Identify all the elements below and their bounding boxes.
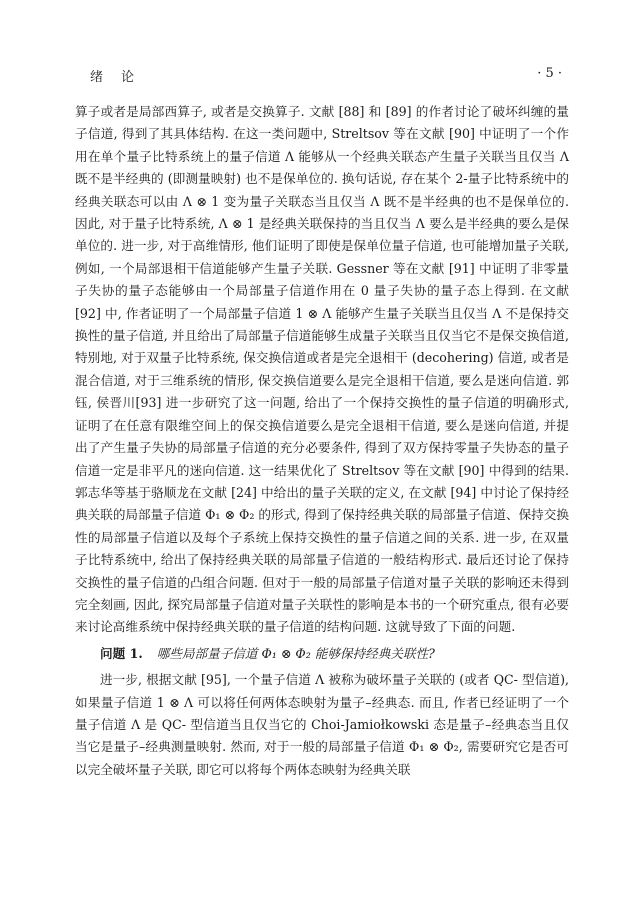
problem-text: 哪些局部量子信道 Φ₁ ⊗ Φ₂ 能够保持经典关联性? bbox=[156, 645, 435, 661]
page-header bbox=[90, 66, 562, 86]
page-number: · 5 · bbox=[537, 66, 562, 81]
problem-statement-block bbox=[75, 643, 569, 665]
paragraph: 算子或者是局部西算子, 或者是交换算子. 文献 [88] 和 [89] 的作者讨论了破坏纠缠的量子信道, 得到了其具体结构. 在这一类问题中, Streltsov 等在文献 [90] 中证明了一个作用在单个量子比特系统上的量子信道 Λ 能够从一个经典关联态产生量子关联当且仅当 Λ 既不是半经典的 (即测量映射) 也不是保单位的. 换句话说, 存在某个 2-量子比特系统中的经典关联态可以由 Λ ⊗ 1 变为量子关联态当且仅当 Λ 既不是半经典的也不是保单位的. 因此, 对于量子比特系统, Λ ⊗ 1 是经典关联保持的当且仅当 Λ 要么是半经典的要么是保单位的. 进一步, 对于高维情形, 他们证明了即使是保单位量子信道, 也可能增加量子关联, 例如, 一个局部退相干信道能够产生量子关联. Gessner 等在文献 [91] 中证明了非零量子失协的量子态能够由一个局部量子信道作用在 0 量子失协的量子态上得到. 在文献 [92] 中, 作者证明了一个局部量子信道 1 ⊗ Λ 能够产生量子关联当且仅当 Λ 不是保持交换性的量子信道, 并且给出了局部量子信道能够生成量子关联当且仅当它不是保交换信道, 特别地, 对于双量子比特系统, 保交换信道或者是完全退相干 (decohering) 信道, 或者是混合信道, 对于三维系统的情形, 保交换信道要么是完全退相干信道, 要么是迷向信道. 郭钰, 侯晋川[93] 进一步研究了这一问题, 给出了一个保持交换性的量子信道的明确形式, 证明了在任意有限维空间上的保交换信道要么是完全退相干信道, 要么是迷向信道, 并提出了产生量子失协的局部量子信道的充分必要条件, 得到了双方保持零量子失协态的量子信道一定是非平凡的迷向信道. 这一结果优化了 Streltsov 等在文献 [90] 中得到的结果. 郭志华等基于骆顺龙在文献 [24] 中给出的量子关联的定义, 在文献 [94] 中讨论了保持经典关联的局部量子信道 Φ₁ ⊗ Φ₂ 的形式, 得到了保持经典关联的局部量子信道、保持交换性的局部量子信道以及每个子系统上保持交换性的量子信道之间的关系. 进一步, 在双量子比特系统中, 给出了保持经典关联的局部量子信道的一般结构形式. 最后还讨论了保持交换性的量子信道的凸组合问题. 但对于一般的局部量子信道对量子关联的影响还未得到完全刻画, 因此, 探究局部量子信道对量子关联性的影响是本书的一个研究重点, 很有必要来讨论高维系统中保持经典关联的量子信道的结构问题. 这就导致了下面的问题. bbox=[75, 104, 569, 635]
paragraph: 进一步, 根据文献 [95], 一个量子信道 Λ 被称为破坏量子关联的 (或者 QC- 型信道), 如果量子信道 1 ⊗ Λ 可以将任何两体态映射为量子–经典态. 而且, 作者已经证明了一个量子信道 Λ 是 QC- 型信道当且仅当它的 Choi-Jamiołkowski 态是量子–经典态当且仅当它是量子–经典测量映射. 然而, 对于一般的局部量子信道 Φ₁ ⊗ Φ₂, 需要研究它是否可以完全破坏量子关联, 即它可以将每个两体态映射为经典关联 bbox=[75, 672, 569, 777]
running-title: 绪论 bbox=[90, 70, 153, 85]
problem-label: 问题 1. bbox=[100, 645, 143, 661]
body-text bbox=[75, 101, 569, 781]
